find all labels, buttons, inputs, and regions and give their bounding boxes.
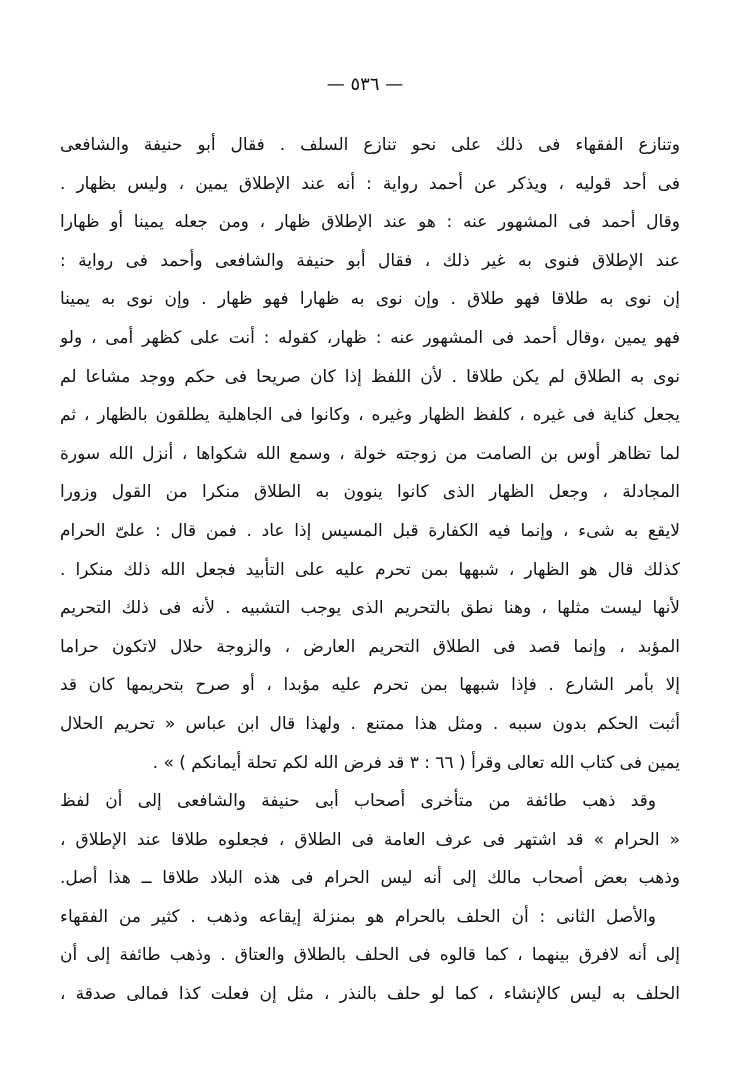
text-line: الحلف به ليس كالإنشاء ، كما لو حلف بالنذر ، مثل إن فعلت كذا فمالى صدقة ، [60, 984, 680, 1005]
text-line: وذهب بعض أصحاب مالك إلى أنه ليس الحرام فى هذه البلاد طلاقا ــ هذا أصل. [60, 868, 680, 889]
text-line: المجادلة ، وجعل الظهار الذى كانوا ينوون به الطلاق منكرا من القول وزورا [60, 482, 680, 503]
text-line: « الحرام » قد اشتهر فى عرف العامة فى الطلاق ، فجعلوه طلاقا عند الإطلاق ، [60, 829, 680, 850]
text-line: إلا بأمر الشارع . فإذا شبهها بمن تحرم عليه مؤبدا ، أو صرح بتحريمها كان قد [60, 675, 680, 696]
text-line: يجعل كناية فى غيره ، كلفظ الظهار وغيره ، وكانوا فى الجاهلية يطلقون بالظهار ، ثم [60, 405, 680, 426]
text-line: فهو يمين ،وقال أحمد فى المشهور عنه : ظهار، كقوله : أنت على كظهر أمى ، ولو [60, 327, 680, 348]
text-line: لما تظاهر أوس بن الصامت من زوجته خولة ، وسمع الله شكواها ، أنزل الله سورة [60, 443, 680, 464]
page-number: — ٥٣٦ — [326, 74, 404, 95]
text-line: أثبت الحكم بدون سببه . ومثل هذا ممتنع . ولهذا قال ابن عباس « تحريم الحلال [60, 713, 680, 734]
text-line: يمين فى كتاب الله تعالى وقرأ ( ٦٦ : ٣ قد فرض الله لكم تحلة أيمانكم ) » . [152, 752, 680, 773]
text-line: كذلك قال هو الظهار ، شبهها بمن تحرم عليه على التأبيد فجعل الله ذلك منكرا . [60, 559, 680, 580]
text-line: وقد ذهب طائفة من متأخرى أصحاب أبى حنيفة والشافعى إلى أن لفظ [60, 791, 656, 812]
text-line: لايقع به شىء ، وإنما فيه الكفارة قبل المسيس إذا عاد . فمن قال : علىّ الحرام [60, 520, 680, 541]
text-line: فى أحد قوليه ، ويذكر عن أحمد رواية : أنه عند الإطلاق يمين ، وليس بظهار . [60, 173, 680, 194]
text-line: إلى أنه لافرق بينهما ، كما قالوه فى الحلف بالطلاق والعتاق . وذهب طائفة إلى أن [60, 945, 680, 966]
text-line: وقال أحمد فى المشهور عنه : هو عند الإطلاق ظهار ، ومن جعله يمينا أو ظهارا [60, 212, 680, 233]
text-line: نوى به الطلاق لم يكن طلاقا . لأن اللفظ إذا كان صريحا فى حكم ووجد مشاعا لم [60, 366, 680, 387]
text-line: وتنازع الفقهاء فى ذلك على نحو تنازع السلف . فقال أبو حنيفة والشافعى [60, 135, 680, 155]
text-line: المؤبد ، وإنما قصد فى الطلاق التحريم العارض ، والزوجة حلال لاتكون حراما [60, 636, 680, 657]
text-line: والأصل الثانى : أن الحلف بالحرام هو بمنزلة إيقاعه وذهب . كثير من الفقهاء [60, 906, 656, 927]
text-line: عند الإطلاق فنوى به غير ذلك ، فقال أبو حنيفة والشافعى وأحمد فى رواية : [60, 250, 680, 271]
text-line: إن نوى به طلاقا فهو طلاق . وإن نوى به ظهارا فهو ظهار . وإن نوى به يمينا [60, 289, 680, 310]
text-line: لأنها ليست مثلها ، وهنا نطق بالتحريم الذى يوجب التشبيه . لأنه فى ذلك التحريم [60, 598, 680, 619]
body-text [60, 126, 680, 1014]
